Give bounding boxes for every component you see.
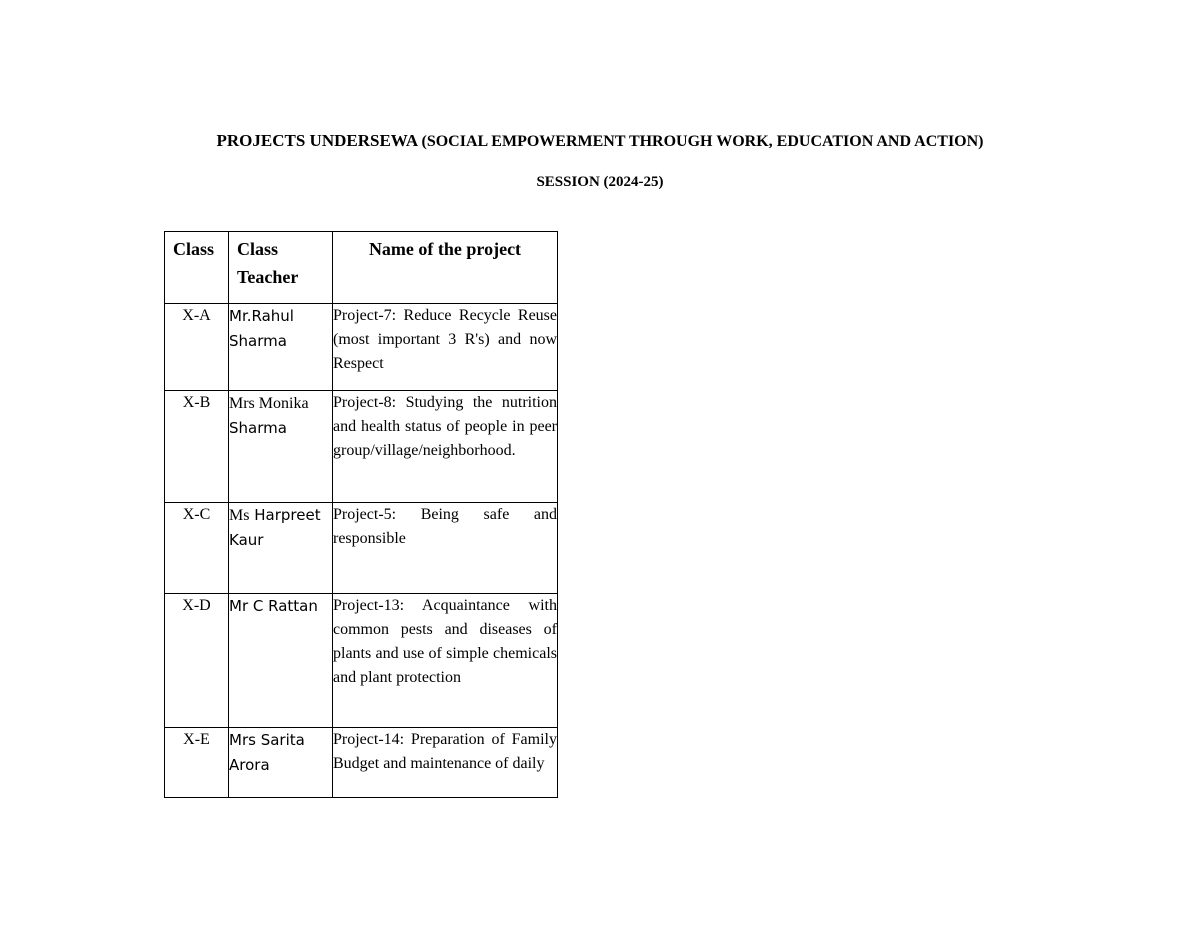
- teacher-prefix: Ms: [229, 507, 250, 524]
- table-row: [165, 304, 558, 391]
- teacher-name: Sharma: [229, 419, 287, 437]
- project-cell: Project-13: Acquaintance with common pests and diseases of plants and use of simple chemicals and plant protection: [333, 594, 558, 728]
- teacher-cell: [229, 391, 333, 503]
- project-cell: Project-8: Studying the nutrition and health status of people in peer group/village/neighborhood.: [333, 391, 558, 503]
- projects-table: [164, 231, 558, 798]
- teacher-cell: [229, 503, 333, 594]
- header-teacher-line2: Teacher: [237, 267, 299, 287]
- header-teacher-line1: Class: [237, 239, 279, 259]
- title-main: PROJECTS UNDERSEWA: [216, 131, 418, 150]
- teacher-cell: Mr C Rattan: [229, 594, 333, 728]
- title-subtitle: (SOCIAL EMPOWERMENT THROUGH WORK, EDUCATION AND ACTION): [421, 133, 984, 150]
- class-cell: X-C: [165, 503, 229, 594]
- table-header-row: [165, 232, 558, 304]
- project-cell: Project-5: Being safe and responsible: [333, 503, 558, 594]
- class-cell: X-B: [165, 391, 229, 503]
- project-cell: [333, 728, 558, 798]
- teacher-cell: Mr.Rahul Sharma: [229, 304, 333, 391]
- class-cell: X-A: [165, 304, 229, 391]
- table-row: [165, 391, 558, 503]
- teacher-prefix: Mrs Monika: [229, 395, 309, 412]
- teacher-cell: Mrs Sarita Arora: [229, 728, 333, 798]
- project-cell: Project-7: Reduce Recycle Reuse (most important 3 R's) and now Respect: [333, 304, 558, 391]
- table-row: [165, 594, 558, 728]
- table-row: [165, 503, 558, 594]
- project-text-truncated: Project-14: Preparation of Family Budget and maintenance of daily: [333, 731, 557, 772]
- header-class: Class: [165, 232, 229, 304]
- document-title: [0, 131, 1200, 151]
- header-class-teacher: [229, 232, 333, 304]
- table-row: [165, 728, 558, 798]
- session-label: SESSION (2024-25): [536, 174, 664, 190]
- class-cell: X-D: [165, 594, 229, 728]
- teacher-name: Harpreet Kaur: [229, 506, 321, 549]
- header-project-name: Name of the project: [333, 232, 558, 304]
- class-cell: X-E: [165, 728, 229, 798]
